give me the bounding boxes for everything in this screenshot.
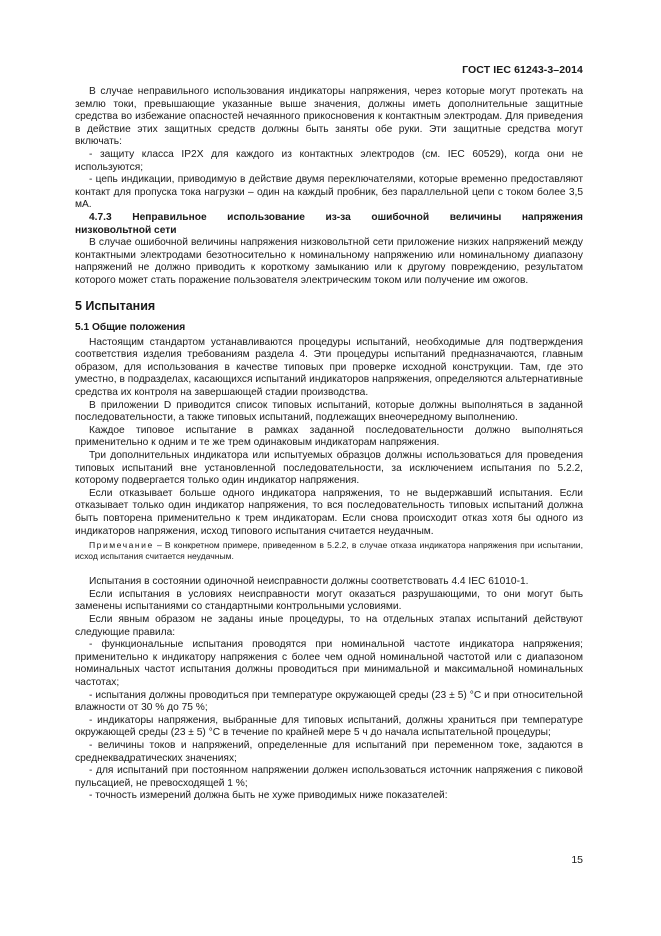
- page-number: 15: [571, 854, 583, 866]
- note-label: Примечание: [89, 540, 154, 551]
- note: [75, 540, 583, 562]
- paragraph: Если отказывает больше одного индикатора напряжения, то не выдержавший испытания. Если отказывает только один индикатор напряжения, то вся последовательность типовых испытаний должна быть повторена применительно к трем индикаторам. Если снова происходит отказ хотя бы одного из индикаторов напряжения, исход типового испытания считается неудачным.: [75, 487, 583, 537]
- list-item: - величины токов и напряжений, определенные для испытаний при переменном токе, задаются в среднеквадратических значениях;: [75, 739, 583, 764]
- note-text: – В конкретном примере, приведенном в 5.2.2, в случае отказа индикатора напряжения при испытании, исход испытания считается неудачным.: [75, 540, 583, 562]
- section-heading-5: 5 Испытания: [75, 298, 156, 313]
- list-item: - индикаторы напряжения, выбранные для типовых испытаний, должны храниться при температуре окружающей среды (23 ± 5) °С в течение по крайней мере 5 ч до начала испытательной процедуры;: [75, 714, 583, 739]
- paragraph: Настоящим стандартом устанавливаются процедуры испытаний, необходимые для подтверждения соответствия изделия требованиям раздела 4. Эти процедуры испытаний предназначаются, главным образом, для использования в качестве типовых при проверке исходной конструкции. Там, где это уместно, в подразделах, касающихся испытаний индикаторов напряжения, определяются альтернативные средства их контроля на завершающей стадии производства.: [75, 336, 583, 399]
- paragraph: В случае неправильного использования индикаторы напряжения, через которые могут протекать на землю токи, превышающие указанные выше значения, должны иметь дополнительные защитные средства во избежание опасностей нечаянного прикосновения к контактным электродам. Для приведения в действие этих защитных средств должны быть заняты обе руки. Эти защитные средства могут включать:: [75, 86, 583, 148]
- list-item: - испытания должны проводиться при температуре окружающей среды (23 ± 5) °С и при относительной влажности от 30 % до 75 %;: [75, 689, 583, 714]
- list-item: - цепь индикации, приводимую в действие двумя переключателями, которые временно предоставляют контакт для пропуска тока нагрузки – один на каждый пробник, без параллельной цепи с током более 3,5 мА.: [75, 174, 583, 211]
- list-item: - защиту класса IP2X для каждого из контактных электродов (см. IEC 60529), когда они не используются;: [75, 148, 583, 173]
- list-item: - точность измерений должна быть не хуже приводимых ниже показателей:: [89, 790, 448, 802]
- document-code-header: ГОСТ IEC 61243-3–2014: [462, 64, 583, 76]
- paragraph: Три дополнительных индикатора или испытуемых образцов должны использоваться для проведения типовых испытаний вне установленной последовательности, за исключением испытания по 5.2.2, которому подвергается только один индикатор напряжения.: [75, 450, 583, 487]
- subsection-heading-5-1: 5.1 Общие положения: [75, 322, 186, 334]
- subsection-heading-4-7-3: 4.7.3 Неправильное использование из-за ошибочной величины напряжения: [89, 211, 583, 223]
- subsection-heading-4-7-3-continued: низковольтной сети: [75, 224, 177, 236]
- paragraph: В приложении D приводится список типовых испытаний, которые должны выполняться в заданной последовательности, а также типовых испытаний, подлежащих внеочередному выполнению.: [75, 399, 583, 424]
- paragraph: Каждое типовое испытание в рамках заданной последовательности должно выполняться применительно к одним и те же трем одинаковым индикаторам напряжения.: [75, 424, 583, 449]
- paragraph: Если испытания в условиях неисправности могут оказаться разрушающими, то они могут быть заменены испытаниями со стандартными контрольными условиями.: [75, 588, 583, 613]
- paragraph: В случае ошибочной величины напряжения низковольтной сети приложение низких напряжений между контактными электродами безотносительно к номинальному напряжению или номинальному диапазону напряжений не должно приводить к короткому замыканию или к другому повреждению, результатом которого может стать поражение пользователя электрическим током или получение им ожогов.: [75, 237, 583, 286]
- list-item: - для испытаний при постоянном напряжении должен использоваться источник напряжения с пиковой пульсацией, не превосходящей 1 %;: [75, 765, 583, 789]
- paragraph: Если явным образом не заданы иные процедуры, то на отдельных этапах испытаний действуют следующие правила:: [75, 613, 583, 638]
- paragraph: Испытания в состоянии одиночной неисправности должны соответствовать 4.4 IEC 61010-1.: [89, 576, 529, 588]
- page-body: [75, 86, 583, 803]
- list-item: - функциональные испытания проводятся при номинальной частоте индикатора напряжения; применительно к индикатору напряжения с более чем одной номинальной частотой или с диапазоном номинальных частот испытания должны проводиться при минимальной и максимальной номинальных частотах;: [75, 639, 583, 688]
